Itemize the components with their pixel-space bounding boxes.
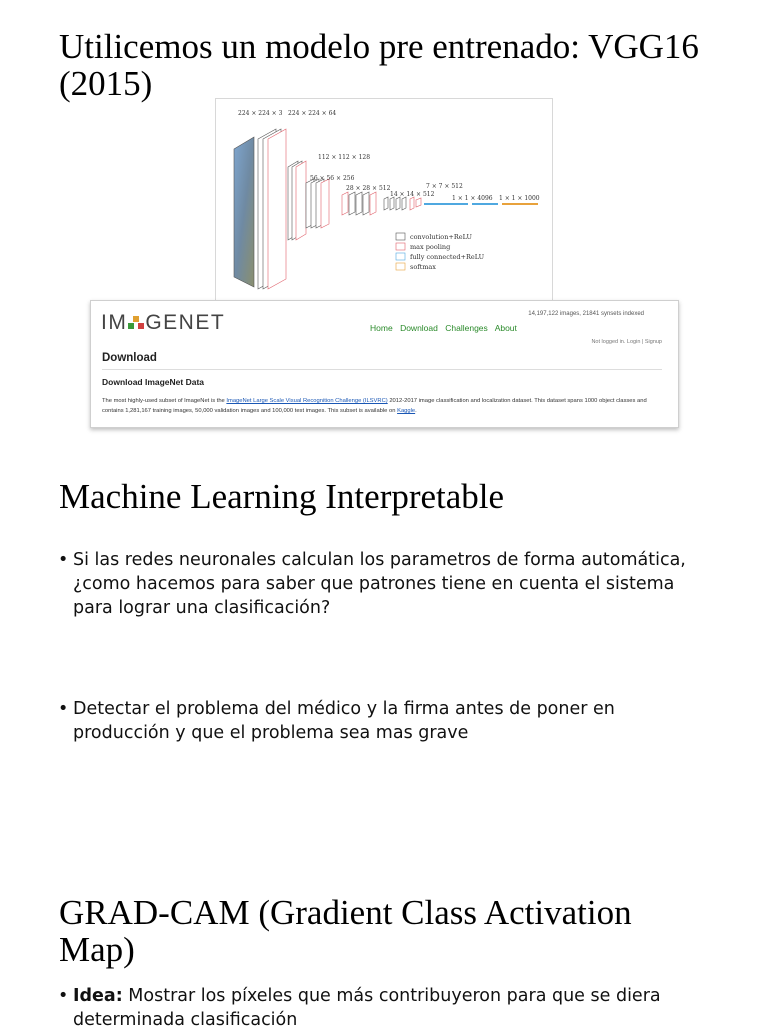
bullet-label: Idea: (73, 986, 123, 1006)
input-image (234, 137, 254, 287)
legend-pool: max pooling (410, 243, 451, 251)
legend-conv: convolution+ReLU (410, 233, 473, 241)
imagenet-nav (370, 323, 522, 333)
nav-about[interactable]: About (494, 323, 517, 333)
imagenet-divider (102, 369, 662, 370)
slide-title-ml-interpretable: Machine Learning Interpretable (59, 477, 505, 516)
dim-pool5: 7 × 7 × 512 (426, 183, 463, 190)
dim-conv2: 112 × 112 × 128 (318, 154, 371, 161)
legend-softmax: softmax (410, 263, 436, 271)
imagenet-heading: Download (102, 352, 157, 364)
ilsvrc-link[interactable]: ImageNet Large Scale Visual Recognition Challenge (ILSVRC) (226, 398, 388, 404)
dim-conv5: 14 × 14 × 512 (390, 191, 435, 198)
bullet-list (58, 697, 708, 745)
imagenet-screenshot (90, 300, 679, 428)
bullet-marker: • (58, 550, 69, 570)
dim-fc: 1 × 1 × 4096 (452, 195, 493, 202)
dim-conv1: 224 × 224 × 64 (288, 110, 337, 117)
imagenet-stats: 14,197,122 images, 21841 synsets indexed (528, 311, 644, 317)
bullet-list (58, 984, 708, 1032)
bullet-marker: • (58, 699, 69, 719)
pool5-block (416, 198, 421, 207)
imagenet-subheading: Download ImageNet Data (102, 377, 205, 387)
legend (396, 233, 485, 271)
legend-swatch-pool (396, 243, 405, 250)
kaggle-link[interactable]: Kaggle (397, 408, 416, 414)
imagenet-logo: IM GENET (101, 311, 226, 334)
legend-fc: fully connected+ReLU (410, 253, 485, 261)
legend-swatch-fc (396, 253, 405, 260)
bullet-item: • Si las redes neuronales calculan los parametros de forma automática, ¿como hacemos para saber que patrones tiene en cuenta el sistema para lograr una clasificación? (58, 550, 686, 618)
bullet-marker: • (58, 986, 69, 1006)
dim-out: 1 × 1 × 1000 (499, 195, 540, 202)
bullet-list (58, 548, 708, 620)
conv4-block (342, 192, 348, 215)
conv5-block (384, 197, 388, 210)
bullet-item: • Idea: Mostrar los píxeles que más contribuyeron para que se diera determinada clasificación (58, 986, 661, 1030)
nav-challenges[interactable]: Challenges (445, 323, 488, 333)
imagenet-logo-icon (128, 312, 144, 326)
dim-conv3: 56 × 56 × 256 (310, 175, 355, 182)
nav-download[interactable]: Download (400, 323, 438, 333)
imagenet-body: The most highly-used subset of ImageNet is the ImageNet Large Scale Visual Recognition Challenge (ILSVRC) 2012-2017 image classification and localization dataset. This dataset spans 1000 object classes and contains 1,281,167 training images, 50,000 validation images and 100,000 test images. This subset is available on Kaggle. (102, 398, 647, 414)
imagenet-login[interactable]: Not logged in. Login | Signup (591, 339, 662, 345)
vgg16-architecture-diagram (215, 98, 553, 303)
dim-conv4: 28 × 28 × 512 (346, 185, 391, 192)
dim-input: 224 × 224 × 3 (238, 110, 283, 117)
slide-title-grad-cam: GRAD-CAM (Gradient Class Activation Map) (59, 893, 632, 969)
nav-home[interactable]: Home (370, 323, 393, 333)
bullet-item: • Detectar el problema del médico y la firma antes de poner en producción y que el problema sea mas grave (58, 699, 615, 743)
legend-swatch-softmax (396, 263, 405, 270)
legend-swatch-conv (396, 233, 405, 240)
slide-title-vgg16: Utilicemos un modelo pre entrenado: VGG16 (2015) (59, 27, 699, 103)
